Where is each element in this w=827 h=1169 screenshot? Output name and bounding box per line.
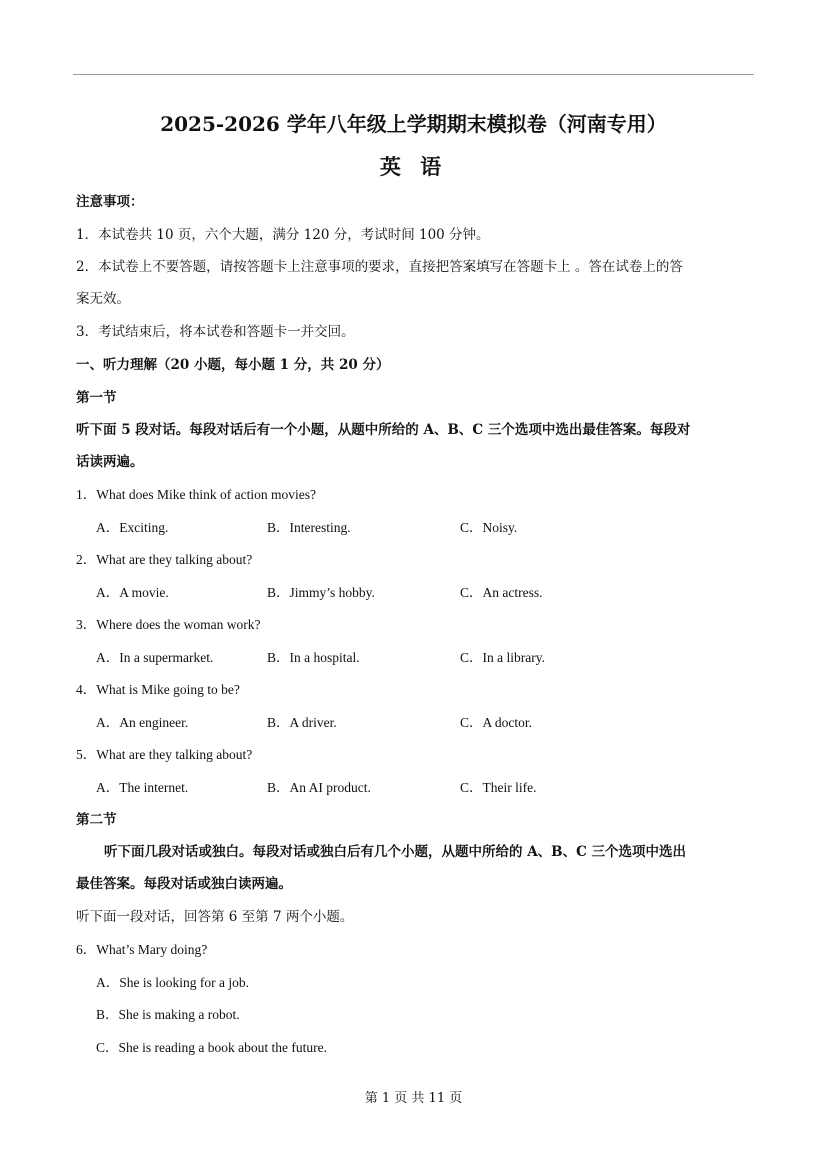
option-c: C．An actress. bbox=[460, 585, 543, 600]
subject-title: 英 语 bbox=[379, 154, 448, 179]
part2-label: 第二节 bbox=[76, 812, 117, 828]
option-b: B．She is making a robot. bbox=[96, 1007, 240, 1022]
note-item-2-cont: 案无效。 bbox=[76, 291, 130, 307]
option-b: B．Jimmy’s hobby. bbox=[267, 585, 375, 600]
option-a: A．The internet. bbox=[96, 780, 189, 795]
option-b: B．Interesting. bbox=[267, 520, 351, 535]
option-c: C．A doctor. bbox=[460, 715, 533, 730]
option-c: C．In a library. bbox=[460, 650, 545, 665]
header-rule bbox=[73, 74, 754, 75]
part1-instruction-cont: 话读两遍。 bbox=[76, 454, 144, 470]
option-a: A．She is looking for a job. bbox=[96, 975, 249, 990]
option-c: C．Noisy. bbox=[460, 520, 518, 535]
question-stem: 1．What does Mike think of action movies? bbox=[76, 487, 316, 502]
option-a: A．Exciting. bbox=[96, 520, 169, 535]
section1-heading: 一、听力理解（20 小题，每小题 1 分，共 20 分） bbox=[76, 357, 390, 373]
question-stem: 4．What is Mike going to be? bbox=[76, 682, 240, 697]
notes-heading: 注意事项： bbox=[76, 194, 144, 210]
question-stem: 2．What are they talking about? bbox=[76, 552, 253, 567]
part1-label: 第一节 bbox=[76, 390, 117, 406]
option-b: B．A driver. bbox=[267, 715, 337, 730]
note-item-2: 2．本试卷上不要答题，请按答题卡上注意事项的要求，直接把答案填写在答题卡上 。答在试卷上的答 bbox=[76, 259, 683, 275]
note-item-3: 3．考试结束后，将本试卷和答题卡一并交回。 bbox=[76, 324, 355, 340]
option-b: B．An AI product. bbox=[267, 780, 371, 795]
question-stem: 6．What’s Mary doing? bbox=[76, 942, 208, 957]
option-c: C．Their life. bbox=[460, 780, 537, 795]
part2-instruction: 听下面几段对话或独白。每段对话或独白后有几个小题，从题中所给的 A、B、C 三个选项中选出 bbox=[104, 844, 687, 860]
part2-instruction-cont: 最佳答案。每段对话或独白读两遍。 bbox=[76, 876, 292, 892]
option-a: A．An engineer. bbox=[96, 715, 189, 730]
option-c: C．She is reading a book about the future. bbox=[96, 1040, 327, 1055]
exam-title: 2025-2026 学年八年级上学期期末模拟卷（河南专用） bbox=[160, 112, 667, 136]
page-number: 第 1 页 共 11 页 bbox=[364, 1091, 463, 1106]
question-stem: 5．What are they talking about? bbox=[76, 747, 253, 762]
question-stem: 3．Where does the woman work? bbox=[76, 617, 261, 632]
option-a: A．In a supermarket. bbox=[96, 650, 214, 665]
part1-instruction: 听下面 5 段对话。每段对话后有一个小题，从题中所给的 A、B、C 三个选项中选出最佳答案。每段对 bbox=[76, 422, 691, 438]
group-intro: 听下面一段对话，回答第 6 至第 7 两个小题。 bbox=[76, 909, 354, 925]
note-item-1: 1．本试卷共 10 页，六个大题，满分 120 分，考试时间 100 分钟。 bbox=[76, 227, 490, 243]
option-b: B．In a hospital. bbox=[267, 650, 360, 665]
option-a: A．A movie. bbox=[96, 585, 169, 600]
